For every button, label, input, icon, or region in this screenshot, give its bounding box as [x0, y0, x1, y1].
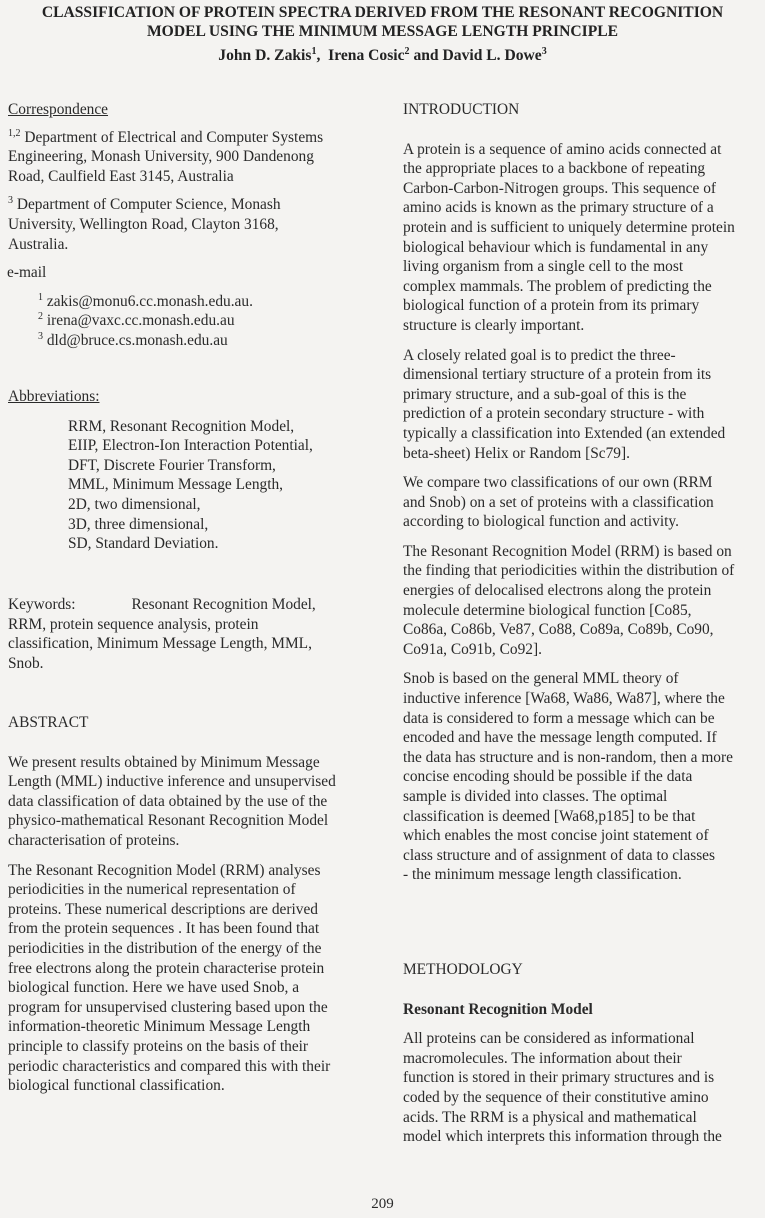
keywords-label: Keywords: [8, 596, 76, 613]
correspondence-heading: Correspondence [8, 101, 109, 118]
text-line: We compare two classifications of our own (RRM [403, 474, 713, 492]
affiliation-mark: 1,2 [8, 127, 21, 139]
text-line: physico-mathematical Resonant Recognition Model [8, 812, 329, 830]
abbreviation-item: MML, Minimum Message Length, [68, 476, 284, 494]
text-line: periodicities in the numerical representation of [8, 881, 296, 899]
email-item [8, 311, 380, 331]
affiliation-line: Australia. [8, 235, 69, 253]
author-affiliation-mark: 1 [311, 45, 317, 57]
author-list: John D. Zakis$^1$, Irena Cosic$^2$ and David L. Dowe$^3$ [218, 45, 547, 64]
abstract-section [8, 713, 380, 1096]
methodology-section [403, 960, 763, 1147]
text-line: macromolecules. The information about their [403, 1049, 682, 1067]
author-name: David L. Dowe [442, 47, 542, 64]
text-line: A protein is a sequence of amino acids connected at [403, 140, 722, 158]
abstract-paragraph [8, 861, 380, 1096]
affiliation-line: Department of Computer Science, Monash [16, 196, 281, 214]
introduction-paragraph [403, 542, 763, 660]
affiliation [8, 128, 380, 187]
text-line: function is stored in their primary structures and is [403, 1069, 715, 1087]
text-line: We present results obtained by Minimum Message [8, 753, 320, 771]
text-line: biological behaviour which is fundamental in any [403, 238, 709, 256]
introduction-paragraph [403, 140, 763, 336]
email-link[interactable]: irena@vaxc.cc.monash.edu.au [46, 312, 235, 330]
text-line: encoded and have the message length computed. If [403, 729, 717, 747]
text-line: Snob is based on the general MML theory of [403, 670, 679, 688]
affiliation-line: University, Wellington Road, Clayton 3168, [8, 215, 279, 233]
text-line: A closely related goal is to predict the three- [403, 346, 676, 364]
abstract-heading: ABSTRACT [8, 714, 89, 731]
text-line: protein and is sufficient to uniquely determine protein [403, 218, 735, 236]
text-line: typically a classification into Extended (an extended [403, 424, 726, 442]
text-line: data classification of data obtained by the use of the [8, 792, 328, 810]
paper-title [0, 3, 765, 41]
affiliation-line: Engineering, Monash University, 900 Dandenong [8, 148, 314, 166]
text-line: beta-sheet) Helix or Random [Sc79]. [403, 444, 630, 462]
title-line: CLASSIFICATION OF PROTEIN SPECTRA DERIVED FROM THE RESONANT RECOGNITION [41, 4, 724, 21]
text-line: from the protein sequences . It has been found that [8, 920, 320, 938]
author-affiliation-mark: 3 [541, 45, 547, 57]
text-line: the data has structure and is non-random, then a more [403, 748, 733, 766]
text-line: class structure and of assignment of data to classes [403, 846, 715, 864]
email-label: e-mail [7, 264, 47, 282]
text-line: coded by the sequence of their constitutive amino [403, 1088, 709, 1106]
affiliation-mark: 3 [8, 195, 13, 207]
abbreviation-item: DFT, Discrete Fourier Transform, [68, 456, 276, 474]
abstract-paragraph [8, 753, 380, 851]
keywords-section [8, 595, 380, 673]
affiliation [8, 195, 380, 254]
email-mark: 3 [38, 330, 43, 342]
text-line: inductive inference [Wa68, Wa86, Wa87], where the [403, 690, 725, 708]
text-line: primary structure, and a sub-goal of this is the [403, 385, 687, 403]
correspondence-section [8, 100, 380, 351]
text-line: according to biological function and activity. [403, 513, 679, 531]
abbreviations-heading: Abbreviations: [8, 388, 100, 405]
text-line: classification is deemed [Wa68,p185] to be that [403, 807, 696, 825]
text-line: dimensional tertiary structure of a protein from its [403, 366, 712, 384]
email-mark: 1 [38, 291, 43, 303]
text-line: free electrons along the protein characterise protein [8, 959, 325, 977]
abbreviation-item: 3D, three dimensional, [68, 515, 209, 533]
text-line: energies of delocalised electrons along the protein [403, 582, 712, 600]
abbreviation-item: 2D, two dimensional, [68, 495, 201, 513]
email-link[interactable]: dld@bruce.cs.monash.edu.au [46, 331, 228, 349]
text-line: acids. The RRM is a physical and mathematical [403, 1108, 697, 1126]
email-mark: 2 [38, 311, 43, 323]
text-line: complex mammals. The problem of predicting the [403, 277, 712, 295]
text-line: All proteins can be considered as informational [403, 1030, 695, 1048]
author-joiner: and [413, 47, 439, 64]
email-item [8, 292, 380, 312]
text-line: molecule determine biological function [Co85, [403, 601, 692, 619]
text-line: biological function of a protein from its primary [403, 297, 700, 315]
keywords-line: Resonant Recognition Model, [131, 596, 316, 613]
text-line: which enables the most concise joint statement of [403, 827, 709, 845]
text-line: - the minimum message length classification. [403, 866, 682, 884]
text-line: biological functional classification. [8, 1077, 225, 1095]
text-line: structure is clearly important. [403, 316, 585, 334]
introduction-section [403, 100, 763, 885]
introduction-paragraph [403, 346, 763, 464]
text-line: prediction of a protein secondary structure - with [403, 405, 705, 423]
abbreviation-item: EIIP, Electron-Ion Interaction Potential, [68, 437, 313, 455]
text-line: living organism from a single cell to the most [403, 258, 684, 276]
affiliation-line: Department of Electrical and Computer Systems [24, 128, 324, 146]
text-line: program for unsupervised clustering based upon the [8, 998, 328, 1016]
text-line: proteins. These numerical descriptions are derived [8, 900, 318, 918]
text-line: characterisation of proteins. [8, 831, 180, 849]
text-line: The Resonant Recognition Model (RRM) analyses [8, 861, 321, 879]
text-line: Carbon-Carbon-Nitrogen groups. This sequence of [403, 179, 717, 197]
keywords-line: classification, Minimum Message Length, MML, [8, 635, 312, 653]
introduction-paragraph [403, 669, 763, 885]
keywords-line: Snob. [8, 654, 44, 672]
author-name: Irena Cosic [328, 47, 405, 64]
text-line: Co91a, Co91b, Co92]. [403, 640, 542, 658]
text-line: data is considered to form a message which can be [403, 709, 715, 727]
text-line: the appropriate places to a backbone of repeating [403, 160, 706, 178]
author-name: John D. Zakis [218, 47, 312, 64]
methodology-paragraph [403, 1029, 763, 1147]
keywords-line: RRM, protein sequence analysis, protein [8, 615, 259, 633]
text-line: and Snob) on a set of proteins with a classification [403, 493, 714, 511]
methodology-subheading: Resonant Recognition Model [403, 1000, 593, 1018]
text-line: Length (MML) inductive inference and unsupervised [8, 773, 336, 791]
text-line: Co86a, Co86b, Ve87, Co88, Co89a, Co89b, Co90, [403, 621, 714, 639]
introduction-heading: INTRODUCTION [403, 101, 520, 118]
text-line: periodicities in the distribution of the energy of the [8, 939, 322, 957]
abbreviation-item: SD, Standard Deviation. [68, 535, 219, 553]
text-line: periodic characteristics and compared this with their [8, 1057, 331, 1075]
text-line: sample is divided into classes. The optimal [403, 788, 668, 805]
methodology-heading: METHODOLOGY [403, 961, 523, 978]
introduction-paragraph [403, 473, 763, 532]
abbreviation-item: RRM, Resonant Recognition Model, [68, 417, 295, 435]
page-number: 209 [371, 1196, 394, 1212]
text-line: the finding that periodicities within the distribution of [403, 562, 735, 580]
affiliation-line: Road, Caulfield East 3145, Australia [8, 167, 234, 185]
email-item [8, 331, 380, 351]
abbreviations-section [8, 387, 380, 554]
text-line: concise encoding should be possible if the data [403, 768, 693, 786]
text-line: amino acids is known as the primary structure of a [403, 199, 714, 217]
title-line: MODEL USING THE MINIMUM MESSAGE LENGTH PRINCIPLE [146, 23, 619, 40]
email-link[interactable]: zakis@monu6.cc.monash.edu.au. [46, 292, 253, 310]
text-line: model which interprets this information through the [403, 1128, 722, 1146]
text-line: information-theoretic Minimum Message Length [8, 1018, 311, 1036]
text-line: biological function. Here we have used Snob, a [8, 979, 300, 997]
author-affiliation-mark: 2 [404, 45, 410, 57]
text-line: principle to classify proteins on the basis of their [8, 1037, 309, 1055]
text-line: The Resonant Recognition Model (RRM) is based on [403, 542, 732, 560]
